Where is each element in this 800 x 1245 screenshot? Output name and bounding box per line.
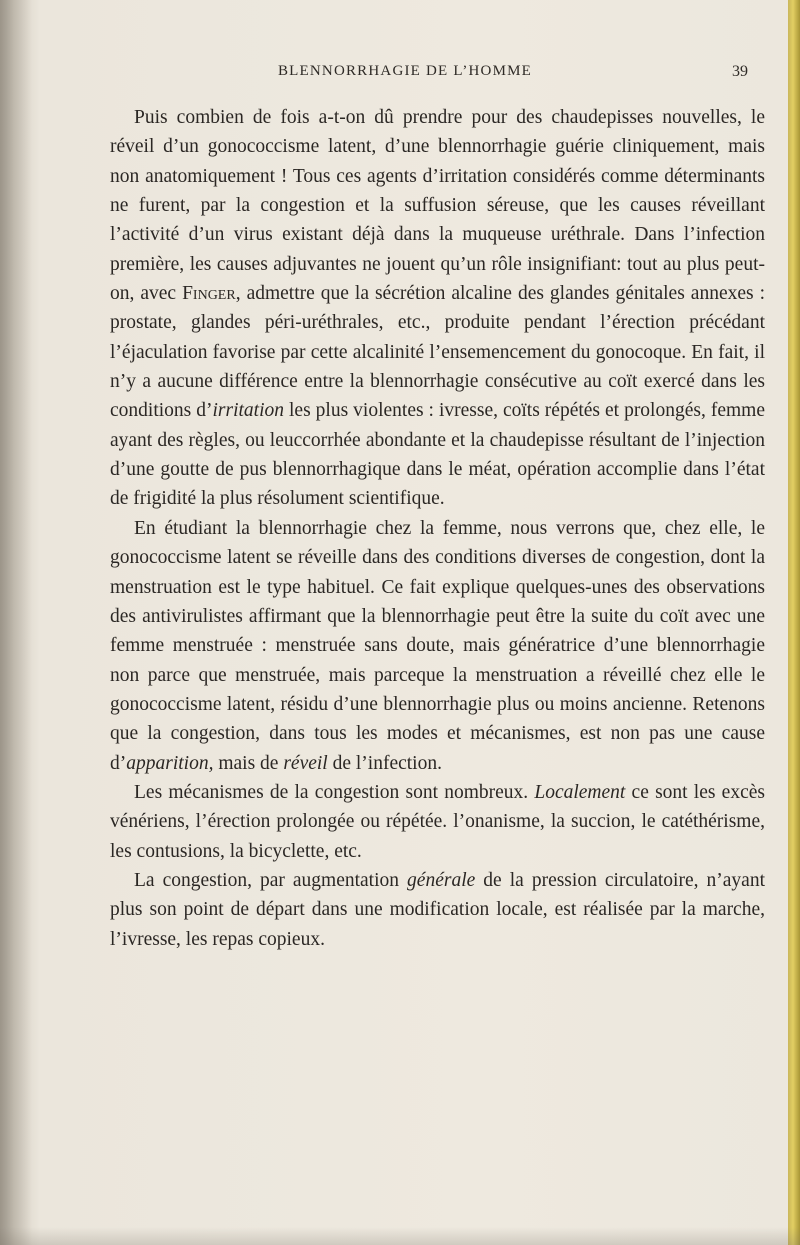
italic-localement: Localement [534,781,626,803]
paragraph-2-part-c: de l’infection. [327,752,442,774]
paragraph-2 [110,514,765,778]
paragraph-1-part-b: , admettre que la sécrétion alcaline des glandes génitales annexes : prostate, glandes péri-uréthrales, etc., produite pendant l’érection précédant l’éjaculation favorise par cette alcalinité l’ensemencement du gonocoque. En fait, il n’y a aucune différence entre la blennorrhagie consécutive au coït exercé dans les conditions d’ [110,283,765,422]
paragraph-1-part-a: Puis combien de fois a-t-on dû prendre pour des chaudepisses nouvelles, le réveil d’un gonococcisme latent, d’une blennorrhagie guérie cliniquement, mais non anatomiquement ! Tous ces agents d’irritation considérés comme déterminants ne furent, par la congestion et la suffusion séreuse, que les causes réveillant l’activité d’un virus existant déjà dans la muqueuse uréthrale. Dans l’infection première, les causes adjuvantes ne jouent qu’un rôle insignifiant: tout au plus peut-on, avec [110,107,765,305]
paragraph-4 [110,866,765,954]
page-shadow [0,1227,800,1245]
italic-reveil: réveil [283,752,328,774]
paragraph-3-part-b: ce sont les excès vénériens, l’érection prolongée ou répétée. l’onanisme, la succion, le catéthérisme, les contusions, la bicyclette, etc. [110,781,765,862]
paragraph-2-part-a: En étudiant la blennorrhagie chez la femme, nous verrons que, chez elle, le gonococcisme latent se réveille dans des conditions diverses de congestion, dont la menstruation est le type habituel. Ce fait explique quelques-unes des observations des antivirulistes affirmant que la blennorrhagie peut être la suite du coït avec une femme menstruée : menstruée sans doute, mais génératrice d’une blennorrhagie non parce que menstruée, mais parceque la menstruation a réveillé chez elle le gonococcisme latent, résidu d’une blennorrhagie plus ou moins ancienne. Retenons que la congestion, dans tous les modes et mécanismes, est non pas une cause d’ [110,517,765,774]
paragraph-3-part-a: Les mécanismes de la congestion sont nombreux. [134,781,535,803]
paragraph-1 [110,103,765,514]
page-number: 39 [732,63,748,80]
italic-apparition: apparition, [126,752,214,774]
paragraph-1-part-c: les plus violentes : ivresse, coïts répétés et prolongés, femme ayant des règles, ou leuccorrhée abondante et la chaudepisse résultant de l’injection d’une goutte de pus blennorrhagique dans le méat, opération accomplie dans l’état de frigidité la plus résolument scientifique. [110,400,765,510]
paragraph-4-part-a: La congestion, par augmentation [134,869,408,891]
body-text [110,103,765,954]
gilt-page-edge [788,0,800,1245]
paragraph-3 [110,778,765,866]
italic-irritation: irritation [212,400,285,422]
paragraph-4-part-b: de la pression circulatoire, n’ayant plus son point de départ dans une modification locale, est réalisée par la marche, l’ivresse, les repas copieux. [110,869,765,950]
running-title: BLENNORRHAGIE DE L’HOMME [277,63,533,79]
page-header [0,63,800,87]
author-name-finger: Finger [182,283,236,305]
paragraph-2-part-b: mais de [213,752,284,774]
italic-generale: générale [407,869,476,891]
